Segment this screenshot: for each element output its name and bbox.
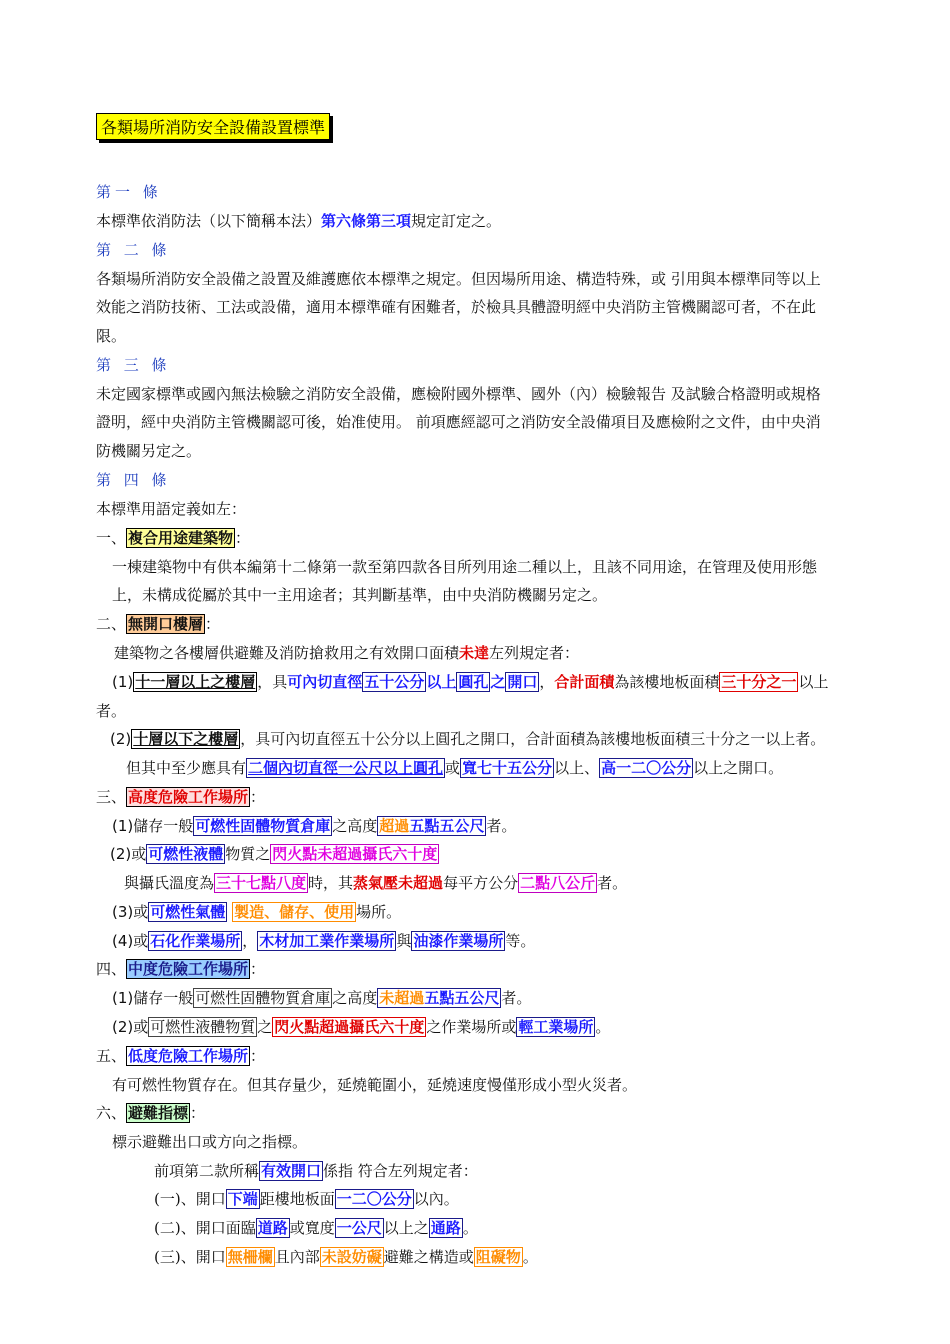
- def-2-item-1-t2: ，具: [257, 673, 288, 691]
- def-6-sub-1-t4: 一二〇公分: [336, 1190, 412, 1208]
- def-2-item-1-t11: 為該樓地板面積: [614, 673, 720, 691]
- def-2-item-1-t6: 圓孔: [458, 673, 489, 691]
- def-3-item-3-t1: 或: [133, 903, 149, 921]
- def-3-item-3: [112, 901, 401, 923]
- def-2-item-1-line-2: 者。: [96, 702, 127, 720]
- def-3-number: 三、: [96, 788, 127, 806]
- def-3-item-1-t1: 儲存一般: [133, 817, 194, 835]
- article-2-line-2: 效能之消防技術、工法或設備，適用本標準確有困難者，於檢具具體證明經中央消防主管機關認可者，不在此: [96, 298, 817, 316]
- def-4-item-1-t3: 之高度: [332, 989, 378, 1007]
- def-2-item-1-term: 十一層以上之樓層: [135, 673, 256, 691]
- def-4-item-1-t5: 五點五公尺: [424, 989, 500, 1007]
- def-3-item-2b: [124, 872, 627, 894]
- article-2-heading: 第 二 條: [96, 241, 171, 259]
- def-4-item-2-t4: 閃火點超過攝氏六十度: [274, 1018, 425, 1036]
- def-2-intro-post: 左列規定者：: [489, 644, 580, 662]
- def-6-sub-3: [154, 1246, 538, 1268]
- def-3-item-4-t2: 石化作業場所: [150, 932, 241, 950]
- article-3-line-3: 防機關另定之。: [96, 442, 202, 460]
- def-1-colon: ：: [235, 529, 251, 547]
- def-1-line-1: 一棟建築物中有供本編第十二條第一款至第四款各目所列用途二種以上，且該不同用途，在管理及使用形態: [112, 558, 818, 576]
- def-5-line-1: 有可燃性物質存在。但其存量少，延燒範圍小，延燒速度慢僅形成小型火災者。: [112, 1076, 638, 1094]
- def-3-item-2b-t6: 二點八公斤: [520, 874, 596, 892]
- def-6-sub-3-num: (三)、: [154, 1248, 196, 1266]
- def-3-item-2-t3: 物質之: [225, 845, 271, 863]
- def-2-item-3-t5: 以上、: [554, 759, 600, 777]
- def-2-item-1-t8: 開口: [507, 673, 538, 691]
- def-2-item-2: [110, 728, 825, 750]
- def-4-item-2-num: (2): [112, 1018, 134, 1036]
- def-2-item-3-t1: 但其中至少應具有: [126, 759, 247, 777]
- def-2-item-1: [112, 671, 828, 693]
- def-4-item-2-t7: 。: [595, 1018, 611, 1036]
- def-4-item-1: [112, 987, 531, 1009]
- def-3-item-4-t3: ，: [242, 932, 258, 950]
- def-2-item-1-num: (1): [112, 673, 134, 691]
- article-4-heading: 第 四 條: [96, 471, 171, 489]
- def-2-item-1-t12: 三十分之一: [721, 673, 797, 691]
- def-6-number: 六、: [96, 1104, 127, 1122]
- def-3-item-3-t2: 可燃性氣體: [150, 903, 226, 921]
- def-3-item-1: [112, 815, 516, 837]
- def-4-item-1-t6: 者。: [501, 989, 532, 1007]
- def-6-sub-1-t1: 開口: [195, 1190, 226, 1208]
- def-6-sub-1-num: (一)、: [154, 1190, 196, 1208]
- def-1-number: 一、: [96, 529, 127, 547]
- def-3-item-4-t5: 與: [396, 932, 412, 950]
- def-3-item-2b-t5: 每平方公分: [443, 874, 519, 892]
- def-3-item-2: [110, 843, 439, 865]
- def-4-number: 四、: [96, 960, 127, 978]
- def-3-item-1-t5: 五點五公尺: [409, 817, 485, 835]
- def-2-item-1-t7: 之: [490, 673, 506, 691]
- def-3-item-4-t7: 等。: [505, 932, 536, 950]
- def-2-item-3: [126, 757, 783, 779]
- def-6-sub-3-t7: 。: [522, 1248, 538, 1266]
- def-6-sub-1-t2: 下端: [227, 1190, 258, 1208]
- def-6-sub-2-t4: 一公尺: [336, 1219, 382, 1237]
- def-4-item-2-t3: 之: [257, 1018, 273, 1036]
- def-4-item-2-t2: 可燃性液體物質: [150, 1018, 256, 1036]
- def-2-item-1-t4: 五十公分: [364, 673, 425, 691]
- article-3-line-1: 未定國家標準或國內無法檢驗之消防安全設備，應檢附國外標準、國外（內）檢驗報告 及試驗合格證明或規格: [96, 385, 821, 403]
- def-2-item-1-t3: 可內切直徑: [287, 673, 363, 691]
- def-2-item-1-t5: 以上: [426, 673, 457, 691]
- def-5-term: 低度危險工作場所: [128, 1047, 249, 1065]
- def-3-item-4: [112, 930, 535, 952]
- article-1-text-post: 規定訂定之。: [411, 212, 502, 230]
- def-2-item-3-t4: 寬七十五公分: [462, 759, 553, 777]
- def-5-colon: ：: [250, 1047, 266, 1065]
- def-2-item-2-term: 十層以下之樓層: [133, 730, 239, 748]
- def-3-item-1-t4: 超過: [379, 817, 410, 835]
- def-4-item-2: [112, 1016, 610, 1038]
- def-6-line-1: 標示避難出口或方向之指標。: [112, 1133, 308, 1151]
- def-6-para-t2: 有效開口: [261, 1162, 322, 1180]
- def-6-sub-3-t6: 阻礙物: [475, 1248, 521, 1266]
- def-2-item-3-t2: 二個內切直徑一公尺以上圓孔: [248, 759, 444, 777]
- def-6-sub-2: [154, 1217, 478, 1239]
- def-6-sub-2-t7: 。: [462, 1219, 478, 1237]
- def-2-term: 無開口樓層: [128, 615, 204, 633]
- article-1-text-pre: 本標準依消防法（以下簡稱本法）: [96, 212, 322, 230]
- def-4-colon: ：: [250, 960, 266, 978]
- def-2-item-3-t7: 以上之開口。: [693, 759, 784, 777]
- def-6-para-t1: 前項第二款所稱: [154, 1162, 260, 1180]
- def-2-item-1-t9: ，: [539, 673, 555, 691]
- def-6-sub-3-t3: 且內部: [274, 1248, 320, 1266]
- def-5-heading: [96, 1045, 265, 1067]
- def-3-item-2b-t4: 蒸氣壓未超過: [353, 874, 444, 892]
- def-2-intro-red: 未達: [459, 644, 490, 662]
- def-6-sub-2-t6: 通路: [430, 1219, 461, 1237]
- def-3-heading: [96, 786, 265, 808]
- def-3-item-4-num: (4): [112, 932, 134, 950]
- def-2-item-1-t13: 以上: [798, 673, 829, 691]
- def-1-heading: [96, 527, 250, 549]
- article-4-intro: 本標準用語定義如左：: [96, 500, 247, 518]
- def-6-sub-2-t5: 以上之: [383, 1219, 429, 1237]
- def-3-item-2-t4: 閃火點未超過攝氏六十度: [272, 845, 438, 863]
- def-2-item-3-t6: 高一二〇公分: [601, 759, 692, 777]
- def-6-sub-1-t3: 距樓地板面: [259, 1190, 335, 1208]
- def-6-sub-2-num: (二)、: [154, 1219, 196, 1237]
- def-2-intro-pre: 建築物之各樓層供避難及消防搶救用之有效開口面積: [114, 644, 460, 662]
- article-2-line-1: 各類場所消防安全設備之設置及維護應依本標準之規定。但因場所用途、構造特殊，或 引用與本標準同等以上: [96, 270, 821, 288]
- def-6-heading: [96, 1102, 205, 1124]
- article-1-ref: 第六條第三項: [321, 212, 412, 230]
- def-3-term: 高度危險工作場所: [128, 788, 249, 806]
- def-3-item-1-num: (1): [112, 817, 134, 835]
- def-6-sub-3-t2: 無柵欄: [227, 1248, 273, 1266]
- def-6-sub-1: [154, 1188, 459, 1210]
- def-4-item-1-t2: 可燃性固體物質倉庫: [195, 989, 331, 1007]
- def-3-item-4-t1: 或: [133, 932, 149, 950]
- def-3-item-1-t6: 者。: [486, 817, 517, 835]
- def-6-sub-1-t5: 以內。: [413, 1190, 459, 1208]
- def-3-item-2b-t3: 時，其: [308, 874, 354, 892]
- def-6-term: 避難指標: [128, 1104, 189, 1122]
- def-4-item-1-t4: 未超過: [379, 989, 425, 1007]
- def-4-item-2-t1: 或: [133, 1018, 149, 1036]
- def-3-item-2-t2: 可燃性液體: [148, 845, 224, 863]
- def-3-colon: ：: [250, 788, 266, 806]
- def-2-item-3-t3: 或: [445, 759, 461, 777]
- def-3-item-2b-t7: 者。: [597, 874, 628, 892]
- def-3-item-1-t3: 之高度: [332, 817, 378, 835]
- def-4-term: 中度危險工作場所: [128, 960, 249, 978]
- def-6-para-t3: 係指 符合左列規定者：: [323, 1162, 478, 1180]
- def-4-item-1-num: (1): [112, 989, 134, 1007]
- article-1-text: [96, 210, 501, 232]
- def-2-item-2-t2: ，具可內切直徑五十公分以上圓孔之開口，合計面積為該樓地板面積三十分之一以上者。: [240, 730, 826, 748]
- def-6-sub-3-t4: 未設妨礙: [321, 1248, 382, 1266]
- def-2-colon: ：: [205, 615, 221, 633]
- def-3-item-3-t3: 製造、儲存、使用: [234, 903, 355, 921]
- def-1-term: 複合用途建築物: [128, 529, 234, 547]
- def-2-heading: [96, 613, 220, 635]
- def-2-item-1-t10: 合計面積: [554, 673, 615, 691]
- article-3-line-2: 證明，經中央消防主管機關認可後，始准使用。 前項應經認可之消防安全設備項目及應檢附之文件，由中央消: [96, 413, 821, 431]
- article-1-heading: 第一 條: [96, 183, 162, 201]
- def-4-item-1-t1: 儲存一般: [133, 989, 194, 1007]
- def-2-number: 二、: [96, 615, 127, 633]
- def-6-colon: ：: [190, 1104, 206, 1122]
- def-2-item-2-num: (2): [110, 730, 132, 748]
- def-4-heading: [96, 958, 265, 980]
- def-5-number: 五、: [96, 1047, 127, 1065]
- def-3-item-1-t2: 可燃性固體物質倉庫: [195, 817, 331, 835]
- def-2-intro: [114, 642, 579, 664]
- page-title: 各類場所消防安全設備設置標準: [96, 113, 330, 140]
- def-4-item-2-t5: 之作業場所或: [426, 1018, 517, 1036]
- def-3-item-2b-t2: 三十七點八度: [216, 874, 307, 892]
- article-3-heading: 第 三 條: [96, 356, 171, 374]
- def-6-para: [154, 1160, 478, 1182]
- def-6-sub-2-t2: 道路: [257, 1219, 288, 1237]
- article-2-line-3: 限。: [96, 327, 127, 345]
- def-1-line-2: 上，未構成從屬於其中一主用途者；其判斷基準，由中央消防機關另定之。: [112, 586, 608, 604]
- def-3-item-2-num: (2): [110, 845, 132, 863]
- def-3-item-2-t1: 或: [131, 845, 147, 863]
- def-6-sub-2-t1: 開口面臨: [195, 1219, 256, 1237]
- def-3-item-2b-t1: 與攝氏溫度為: [124, 874, 215, 892]
- def-6-sub-3-t5: 避難之構造或: [383, 1248, 474, 1266]
- def-4-item-2-t6: 輕工業場所: [518, 1018, 594, 1036]
- def-3-item-3-num: (3): [112, 903, 134, 921]
- def-3-item-4-t4: 木材加工業作業場所: [259, 932, 395, 950]
- def-3-item-3-t4: 場所。: [356, 903, 402, 921]
- def-3-item-4-t6: 油漆作業場所: [413, 932, 504, 950]
- def-6-sub-2-t3: 或寬度: [289, 1219, 335, 1237]
- def-6-sub-3-t1: 開口: [195, 1248, 226, 1266]
